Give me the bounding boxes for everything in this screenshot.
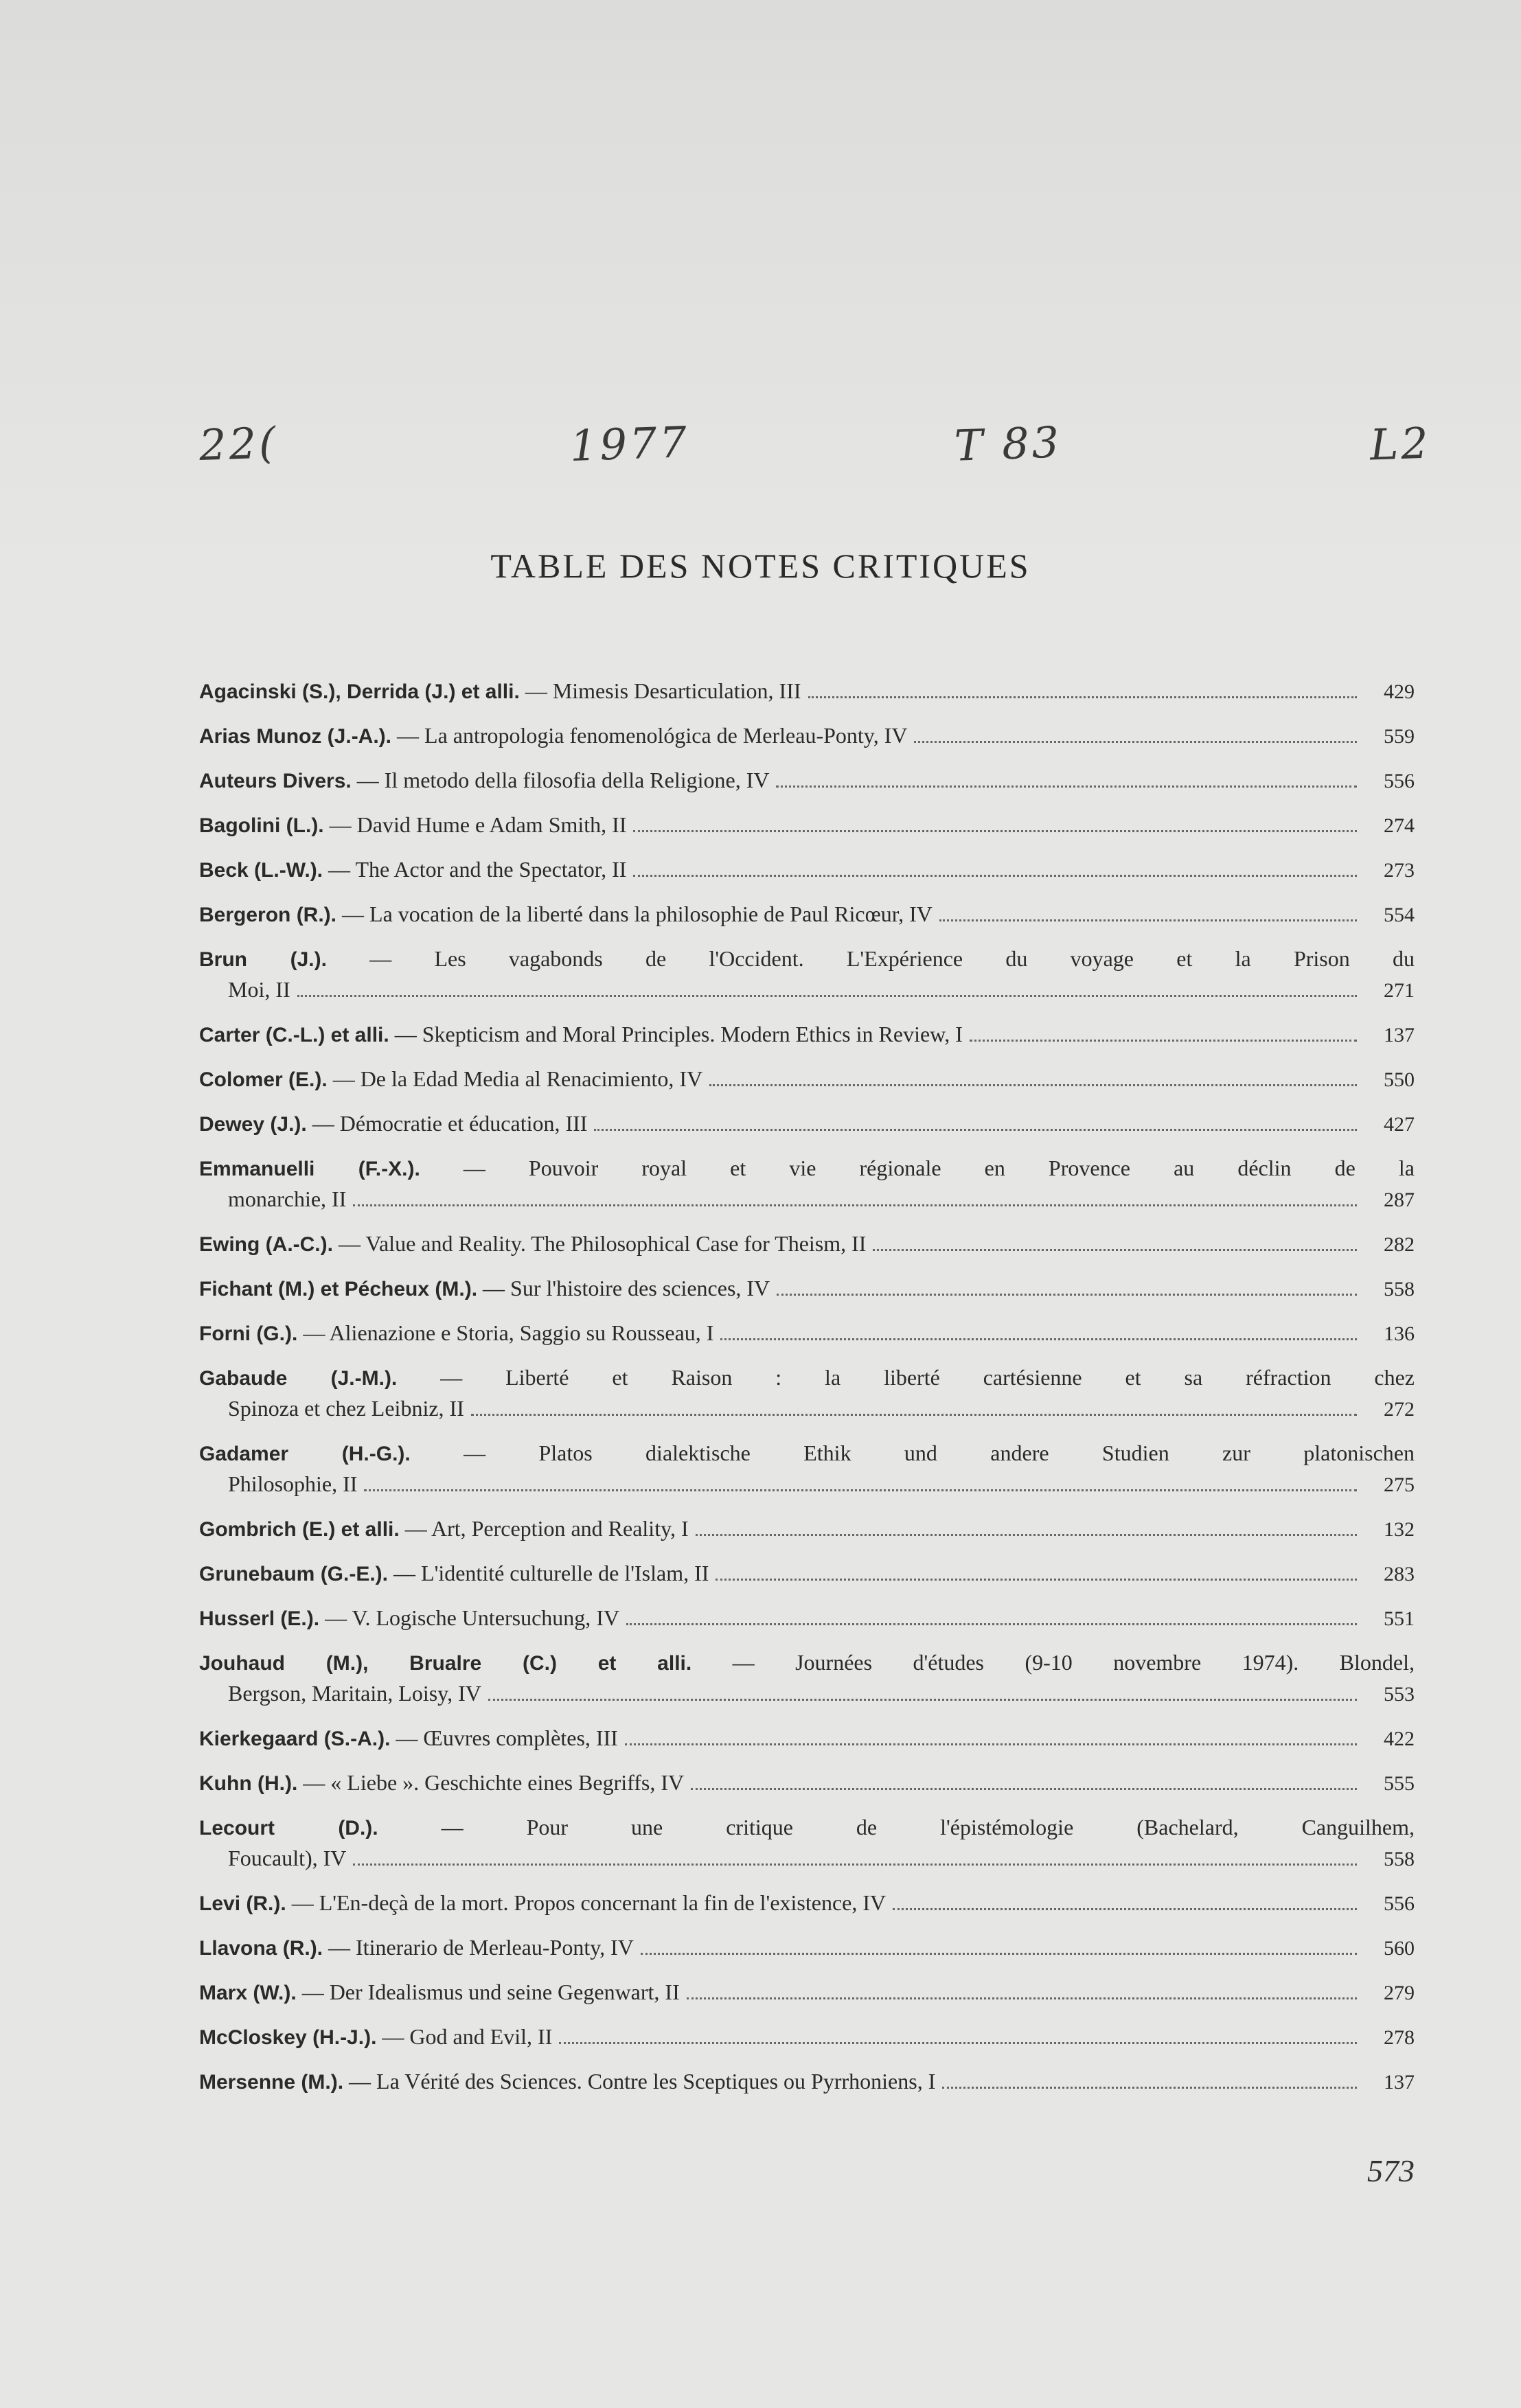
dot-leader bbox=[873, 1249, 1357, 1251]
entry-line bbox=[199, 1768, 1415, 1799]
entry-title: — Itinerario de Merleau-Ponty, IV bbox=[328, 1935, 634, 1960]
entry-page: 554 bbox=[1384, 904, 1415, 926]
toc-entry bbox=[199, 2067, 1415, 2111]
entry-title: — Sur l'histoire des sciences, IV bbox=[483, 1276, 770, 1300]
entry-title: — Les vagabonds de l'Occident. L'Expérience du voyage et la Prison du bbox=[369, 946, 1415, 971]
entry-title: — Liberté et Raison : la liberté cartésienne et sa réfraction chez bbox=[440, 1365, 1415, 1390]
toc-entry bbox=[199, 2022, 1415, 2067]
entry-title: — Value and Reality. The Philosophical Case for Theism, II bbox=[338, 1231, 867, 1256]
toc-entry bbox=[199, 1768, 1415, 1813]
entry-text bbox=[199, 1514, 689, 1545]
entry-title: — Démocratie et éducation, III bbox=[312, 1111, 588, 1136]
dot-leader bbox=[709, 1084, 1357, 1086]
entry-page: 558 bbox=[1384, 1847, 1415, 1870]
entry-title-continuation: Foucault), IV bbox=[228, 1845, 347, 1870]
entry-page: 556 bbox=[1384, 770, 1415, 792]
entry-page: 287 bbox=[1384, 1188, 1415, 1211]
entry-author: Gombrich (E.) et alli. bbox=[199, 1518, 400, 1541]
entry-text bbox=[199, 1559, 709, 1590]
dot-leader bbox=[559, 2042, 1357, 2044]
dot-leader bbox=[691, 1788, 1357, 1790]
entry-title: — Il metodo della filosofia della Religione, IV bbox=[356, 768, 770, 792]
entry-text bbox=[199, 1318, 713, 1349]
entry-title: — « Liebe ». Geschichte eines Begriffs, IV bbox=[303, 1770, 685, 1795]
entry-author: McCloskey (H.-J.). bbox=[199, 2026, 377, 2049]
dot-leader bbox=[942, 2087, 1357, 2089]
entry-title: — Art, Perception and Reality, I bbox=[404, 1516, 689, 1541]
entry-title-continuation: Bergson, Maritain, Loisy, IV bbox=[228, 1680, 481, 1706]
entry-page: 282 bbox=[1384, 1233, 1415, 1256]
entry-author: Husserl (E.). bbox=[199, 1607, 320, 1630]
entry-author: Gadamer (H.-G.). bbox=[199, 1443, 411, 1465]
entry-page: 137 bbox=[1384, 2071, 1415, 2094]
entry-text bbox=[199, 1229, 866, 1260]
entry-author: Beck (L.-W.). bbox=[199, 859, 323, 882]
toc-entry bbox=[199, 1363, 1415, 1438]
toc-entry bbox=[199, 899, 1415, 944]
entry-title: — Platos dialektische Ethik und andere Studien zur platonischen bbox=[464, 1441, 1415, 1465]
entry-title: — La vocation de la liberté dans la philosophie de Paul Ricœur, IV bbox=[342, 902, 933, 926]
toc-entry bbox=[199, 1933, 1415, 1977]
entry-page: 559 bbox=[1384, 725, 1415, 748]
entry-page: 274 bbox=[1384, 814, 1415, 837]
dot-leader bbox=[594, 1129, 1357, 1131]
entry-line bbox=[199, 2067, 1415, 2098]
entry-title: — La antropologia fenomenológica de Merleau-Ponty, IV bbox=[397, 723, 908, 748]
entry-line bbox=[199, 1229, 1415, 1260]
entry-author: Bergeron (R.). bbox=[199, 904, 337, 926]
entry-continuation-line bbox=[199, 1844, 1415, 1874]
entry-line bbox=[199, 1274, 1415, 1305]
entry-page: 283 bbox=[1384, 1563, 1415, 1585]
entry-page: 560 bbox=[1384, 1937, 1415, 1960]
entry-first-line bbox=[199, 1363, 1415, 1394]
entry-page: 137 bbox=[1384, 1024, 1415, 1046]
toc-entry bbox=[199, 855, 1415, 899]
entry-text bbox=[199, 1064, 702, 1095]
entry-text bbox=[199, 855, 626, 886]
dot-leader bbox=[720, 1338, 1357, 1340]
entry-author: Lecourt (D.). bbox=[199, 1817, 378, 1839]
entry-text bbox=[199, 810, 626, 841]
entry-continuation-line bbox=[199, 1394, 1415, 1425]
page-title: TABLE DES NOTES CRITIQUES bbox=[490, 547, 1031, 585]
entry-title: — Mimesis Desarticulation, III bbox=[525, 678, 801, 703]
dot-leader bbox=[641, 1953, 1357, 1955]
entry-title: — Skepticism and Moral Principles. Modern Ethics in Review, I bbox=[394, 1022, 963, 1046]
toc-entry bbox=[199, 1977, 1415, 2022]
toc-entry bbox=[199, 676, 1415, 721]
entry-first-line bbox=[199, 1438, 1415, 1469]
dot-leader bbox=[625, 1743, 1357, 1745]
entry-author: Brun (J.). bbox=[199, 948, 327, 971]
entry-page: 429 bbox=[1384, 680, 1415, 703]
entry-page: 271 bbox=[1384, 978, 1415, 1002]
dot-leader bbox=[471, 1414, 1357, 1416]
entry-page: 427 bbox=[1384, 1113, 1415, 1136]
entry-text bbox=[199, 1977, 680, 2008]
entry-line bbox=[199, 1559, 1415, 1590]
entry-text bbox=[199, 1020, 963, 1051]
entry-page: 553 bbox=[1384, 1682, 1415, 1706]
bleed-through-background bbox=[0, 0, 1521, 721]
entry-line bbox=[199, 810, 1415, 841]
entry-author: Colomer (E.). bbox=[199, 1068, 328, 1091]
entry-line bbox=[199, 1318, 1415, 1349]
entry-text bbox=[199, 2067, 935, 2098]
dot-leader bbox=[696, 1534, 1357, 1536]
entry-title: — The Actor and the Spectator, II bbox=[328, 857, 627, 882]
entry-author: Arias Munoz (J.-A.). bbox=[199, 725, 392, 748]
entry-line bbox=[199, 1933, 1415, 1964]
entry-author: Forni (G.). bbox=[199, 1322, 298, 1345]
entry-page: 555 bbox=[1384, 1772, 1415, 1795]
entry-text bbox=[199, 1603, 619, 1634]
entry-author: Grunebaum (G.-E.). bbox=[199, 1563, 389, 1585]
entry-continuation-line bbox=[199, 975, 1415, 1006]
entry-first-line bbox=[199, 944, 1415, 975]
dot-leader bbox=[633, 830, 1357, 832]
entry-title: — Der Idealismus und seine Gegenwart, II bbox=[301, 1980, 680, 2004]
table-of-notes bbox=[199, 676, 1415, 2111]
entry-title: — Œuvres complètes, III bbox=[396, 1725, 618, 1750]
entry-text bbox=[199, 899, 933, 930]
dot-leader bbox=[777, 1294, 1357, 1296]
toc-entry bbox=[199, 1813, 1415, 1888]
toc-entry bbox=[199, 1274, 1415, 1318]
entry-title: — L'En-deçà de la mort. Propos concernant la fin de l'existence, IV bbox=[291, 1890, 887, 1915]
entry-author: Gabaude (J.-M.). bbox=[199, 1367, 398, 1390]
entry-author: Marx (W.). bbox=[199, 1982, 297, 2004]
entry-page: 275 bbox=[1384, 1473, 1415, 1496]
toc-entry bbox=[199, 1723, 1415, 1768]
entry-text bbox=[199, 1933, 634, 1964]
dot-leader bbox=[488, 1699, 1357, 1701]
handwritten-note-c: T 83 bbox=[953, 417, 1063, 471]
entry-line bbox=[199, 1888, 1415, 1919]
entry-page: 278 bbox=[1384, 2026, 1415, 2049]
dot-leader bbox=[364, 1489, 1357, 1491]
entry-text bbox=[199, 721, 907, 752]
entry-author: Fichant (M.) et Pécheux (M.). bbox=[199, 1278, 478, 1300]
entry-line bbox=[199, 1603, 1415, 1634]
entry-line bbox=[199, 1109, 1415, 1140]
toc-entry bbox=[199, 810, 1415, 855]
entry-text bbox=[199, 766, 769, 796]
dot-leader bbox=[353, 1204, 1357, 1206]
toc-entry bbox=[199, 1603, 1415, 1648]
entry-title: — Pour une critique de l'épistémologie (Bachelard, Canguilhem, bbox=[441, 1815, 1415, 1839]
entry-author: Dewey (J.). bbox=[199, 1113, 307, 1136]
dot-leader bbox=[914, 741, 1357, 743]
toc-entry bbox=[199, 1438, 1415, 1514]
toc-entry bbox=[199, 1020, 1415, 1064]
entry-line bbox=[199, 1977, 1415, 2008]
toc-entry bbox=[199, 1154, 1415, 1229]
entry-page: 279 bbox=[1384, 1982, 1415, 2004]
toc-entry bbox=[199, 1888, 1415, 1933]
dot-leader bbox=[893, 1908, 1357, 1910]
entry-text bbox=[199, 676, 801, 707]
handwritten-note-a: 22( bbox=[198, 417, 279, 470]
entry-title: — L'identité culturelle de l'Islam, II bbox=[393, 1561, 709, 1585]
entry-page: 136 bbox=[1384, 1322, 1415, 1345]
entry-author: Carter (C.-L.) et alli. bbox=[199, 1024, 389, 1046]
entry-page: 132 bbox=[1384, 1518, 1415, 1541]
dot-leader bbox=[353, 1864, 1357, 1866]
entry-title: — V. Logische Untersuchung, IV bbox=[325, 1605, 620, 1630]
entry-title: — David Hume e Adam Smith, II bbox=[329, 812, 627, 837]
entry-continuation-line bbox=[199, 1679, 1415, 1710]
entry-first-line bbox=[199, 1154, 1415, 1184]
entry-author: Mersenne (M.). bbox=[199, 2071, 344, 2094]
dot-leader bbox=[633, 875, 1357, 877]
entry-title-continuation: Spinoza et chez Leibniz, II bbox=[228, 1395, 464, 1421]
entry-title-continuation: Philosophie, II bbox=[228, 1471, 358, 1496]
entry-author: Ewing (A.-C.). bbox=[199, 1233, 333, 1256]
entry-title: — Journées d'études (9-10 novembre 1974). Blondel, bbox=[732, 1650, 1415, 1675]
entry-line bbox=[199, 721, 1415, 752]
dot-leader bbox=[626, 1623, 1357, 1625]
entry-title-continuation: Moi, II bbox=[228, 976, 290, 1002]
entry-page: 556 bbox=[1384, 1892, 1415, 1915]
entry-line bbox=[199, 1723, 1415, 1754]
entry-text bbox=[199, 2022, 552, 2053]
toc-entry bbox=[199, 766, 1415, 810]
entry-text bbox=[199, 1723, 618, 1754]
entry-page: 272 bbox=[1384, 1397, 1415, 1421]
page-number: 573 bbox=[1367, 2153, 1415, 2188]
entry-text bbox=[199, 1888, 886, 1919]
entry-author: Kierkegaard (S.-A.). bbox=[199, 1728, 391, 1750]
entry-page: 551 bbox=[1384, 1607, 1415, 1630]
entry-author: Levi (R.). bbox=[199, 1892, 286, 1915]
entry-author: Auteurs Divers. bbox=[199, 770, 352, 792]
handwritten-note-d: L2 bbox=[1369, 417, 1432, 470]
entry-text bbox=[199, 1109, 587, 1140]
entry-title: — De la Edad Media al Renacimiento, IV bbox=[332, 1066, 703, 1091]
handwritten-notes bbox=[0, 416, 1521, 481]
entry-title: — Alienazione e Storia, Saggio su Rousseau, I bbox=[303, 1320, 714, 1345]
toc-entry bbox=[199, 1318, 1415, 1363]
entry-line bbox=[199, 2022, 1415, 2053]
entry-line bbox=[199, 766, 1415, 796]
dot-leader bbox=[297, 995, 1357, 997]
entry-page: 273 bbox=[1384, 859, 1415, 882]
dot-leader bbox=[808, 696, 1358, 698]
toc-entry bbox=[199, 1109, 1415, 1154]
entry-line bbox=[199, 1514, 1415, 1545]
entry-first-line bbox=[199, 1648, 1415, 1679]
toc-entry bbox=[199, 1514, 1415, 1559]
entry-line bbox=[199, 676, 1415, 707]
toc-entry bbox=[199, 721, 1415, 766]
toc-entry bbox=[199, 1559, 1415, 1603]
entry-line bbox=[199, 899, 1415, 930]
entry-title: — Pouvoir royal et vie régionale en Provence au déclin de la bbox=[463, 1156, 1415, 1180]
entry-author: Agacinski (S.), Derrida (J.) et alli. bbox=[199, 680, 520, 703]
entry-author: Jouhaud (M.), Brualre (C.) et alli. bbox=[199, 1652, 692, 1675]
dot-leader bbox=[939, 919, 1357, 921]
entry-text bbox=[199, 1274, 770, 1305]
entry-author: Llavona (R.). bbox=[199, 1937, 323, 1960]
entry-author: Kuhn (H.). bbox=[199, 1772, 298, 1795]
entry-title: — God and Evil, II bbox=[382, 2024, 553, 2049]
entry-title-continuation: monarchie, II bbox=[228, 1186, 347, 1211]
entry-page: 550 bbox=[1384, 1068, 1415, 1091]
entry-title: — La Vérité des Sciences. Contre les Sceptiques ou Pyrrhoniens, I bbox=[349, 2069, 936, 2094]
entry-page: 558 bbox=[1384, 1278, 1415, 1300]
dot-leader bbox=[716, 1579, 1357, 1581]
toc-entry bbox=[199, 1229, 1415, 1274]
dot-leader bbox=[776, 786, 1357, 788]
toc-entry bbox=[199, 1064, 1415, 1109]
toc-entry bbox=[199, 944, 1415, 1020]
entry-line bbox=[199, 1064, 1415, 1095]
dot-leader bbox=[687, 1997, 1357, 1999]
entry-line bbox=[199, 1020, 1415, 1051]
entry-author: Bagolini (L.). bbox=[199, 814, 324, 837]
toc-entry bbox=[199, 1648, 1415, 1723]
entry-line bbox=[199, 855, 1415, 886]
entry-author: Emmanuelli (F.-X.). bbox=[199, 1158, 420, 1180]
dot-leader bbox=[970, 1040, 1357, 1042]
entry-continuation-line bbox=[199, 1469, 1415, 1500]
handwritten-note-b: 1977 bbox=[569, 416, 691, 472]
entry-continuation-line bbox=[199, 1184, 1415, 1215]
entry-first-line bbox=[199, 1813, 1415, 1844]
entry-text bbox=[199, 1768, 684, 1799]
entry-page: 422 bbox=[1384, 1728, 1415, 1750]
